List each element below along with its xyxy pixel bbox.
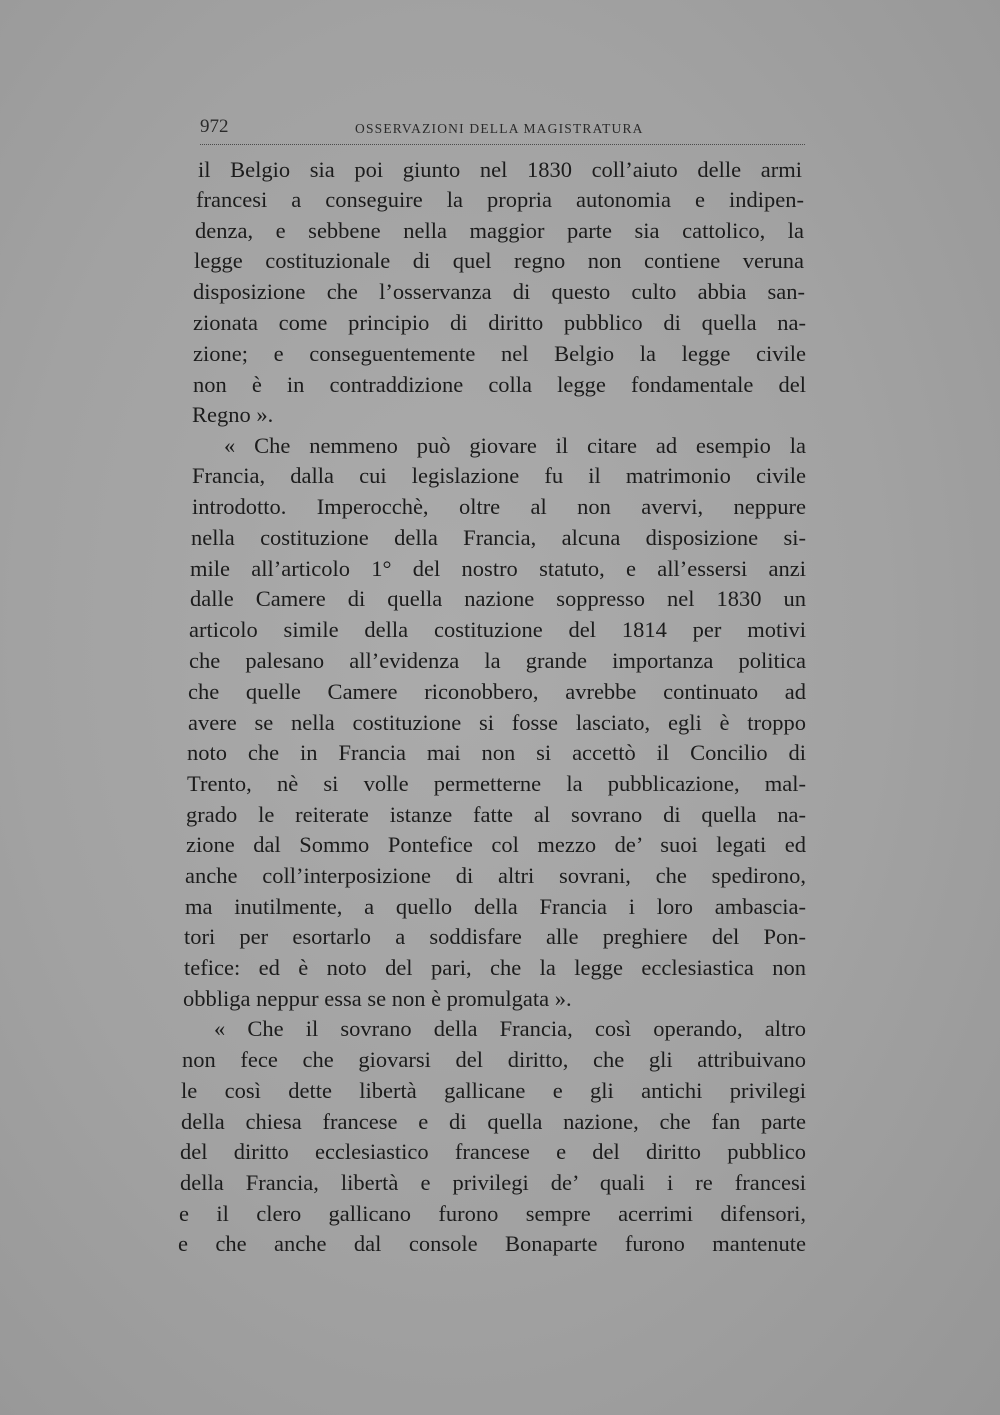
text-line: introdotto. Imperocchè, oltre al non avervi, neppure xyxy=(192,494,806,519)
running-head: OSSERVAZIONI DELLA MAGISTRATURA xyxy=(355,121,644,136)
text-line: zione dal Sommo Pontefice col mezzo de’ suoi legati ed xyxy=(186,832,806,857)
text-line: legge costituzionale di quel regno non contiene veruna xyxy=(194,248,804,273)
text-line: e il clero gallicano furono sempre acerrimi difensori, xyxy=(179,1201,806,1226)
text-line: del diritto ecclesiastico francese e del diritto pubblico xyxy=(180,1139,806,1164)
text-line: « Che nemmeno può giovare il citare ad esempio la xyxy=(224,433,806,458)
text-line: denza, e sebbene nella maggior parte sia cattolico, la xyxy=(195,218,804,243)
text-line: zionata come principio di diritto pubblico di quella na- xyxy=(193,310,806,335)
text-line: anche coll’interposizione di altri sovrani, che spedirono, xyxy=(185,863,806,888)
text-line: ma inutilmente, a quello della Francia i loro ambascia- xyxy=(185,894,806,919)
text-line: Trento, nè si volle permetterne la pubblicazione, mal- xyxy=(187,771,806,796)
text-line: Regno ». xyxy=(192,402,274,427)
text-line: della chiesa francese e di quella nazione, che fan parte xyxy=(181,1109,806,1134)
text-line: grado le reiterate istanze fatte al sovrano di quella na- xyxy=(186,802,806,827)
text-line: articolo simile della costituzione del 1814 per motivi xyxy=(189,617,806,642)
text-line: tori per esortarlo a soddisfare alle preghiere del Pon- xyxy=(184,924,806,949)
text-line: avere se nella costituzione si fosse lasciato, egli è troppo xyxy=(188,710,806,735)
text-line: Francia, dalla cui legislazione fu il matrimonio civile xyxy=(192,463,806,488)
text-line: le così dette libertà gallicane e gli antichi privilegi xyxy=(181,1078,806,1103)
text-line: mile all’articolo 1° del nostro statuto, e all’essersi anzi xyxy=(190,556,806,581)
text-line: della Francia, libertà e privilegi de’ quali i re francesi xyxy=(180,1170,806,1195)
text-line: che quelle Camere riconobbero, avrebbe continuato ad xyxy=(188,679,806,704)
text-line: francesi a conseguire la propria autonomia e indipen- xyxy=(196,187,804,212)
text-line: il Belgio sia poi giunto nel 1830 coll’aiuto delle armi xyxy=(198,157,802,182)
text-line: e che anche dal console Bonaparte furono mantenute xyxy=(178,1231,806,1256)
text-line: « Che il sovrano della Francia, così operando, altro xyxy=(214,1016,806,1041)
text-line: dalle Camere di quella nazione soppresso nel 1830 un xyxy=(190,586,806,611)
text-line: disposizione che l’osservanza di questo culto abbia san- xyxy=(193,279,805,304)
text-line: nella costituzione della Francia, alcuna disposizione si- xyxy=(191,525,806,550)
text-line: che palesano all’evidenza la grande importanza politica xyxy=(189,648,806,673)
text-line: noto che in Francia mai non si accettò il Concilio di xyxy=(187,740,806,765)
page-number: 972 xyxy=(200,116,229,137)
text-line: zione; e conseguentemente nel Belgio la legge civile xyxy=(193,341,806,366)
text-line: tefice: ed è noto del pari, che la legge ecclesiastica non xyxy=(184,955,806,980)
text-line: obbliga neppur essa se non è promulgata ». xyxy=(183,986,572,1011)
text-line: non fece che giovarsi del diritto, che gli attribuivano xyxy=(182,1047,806,1072)
text-line: non è in contraddizione colla legge fondamentale del xyxy=(193,372,806,397)
